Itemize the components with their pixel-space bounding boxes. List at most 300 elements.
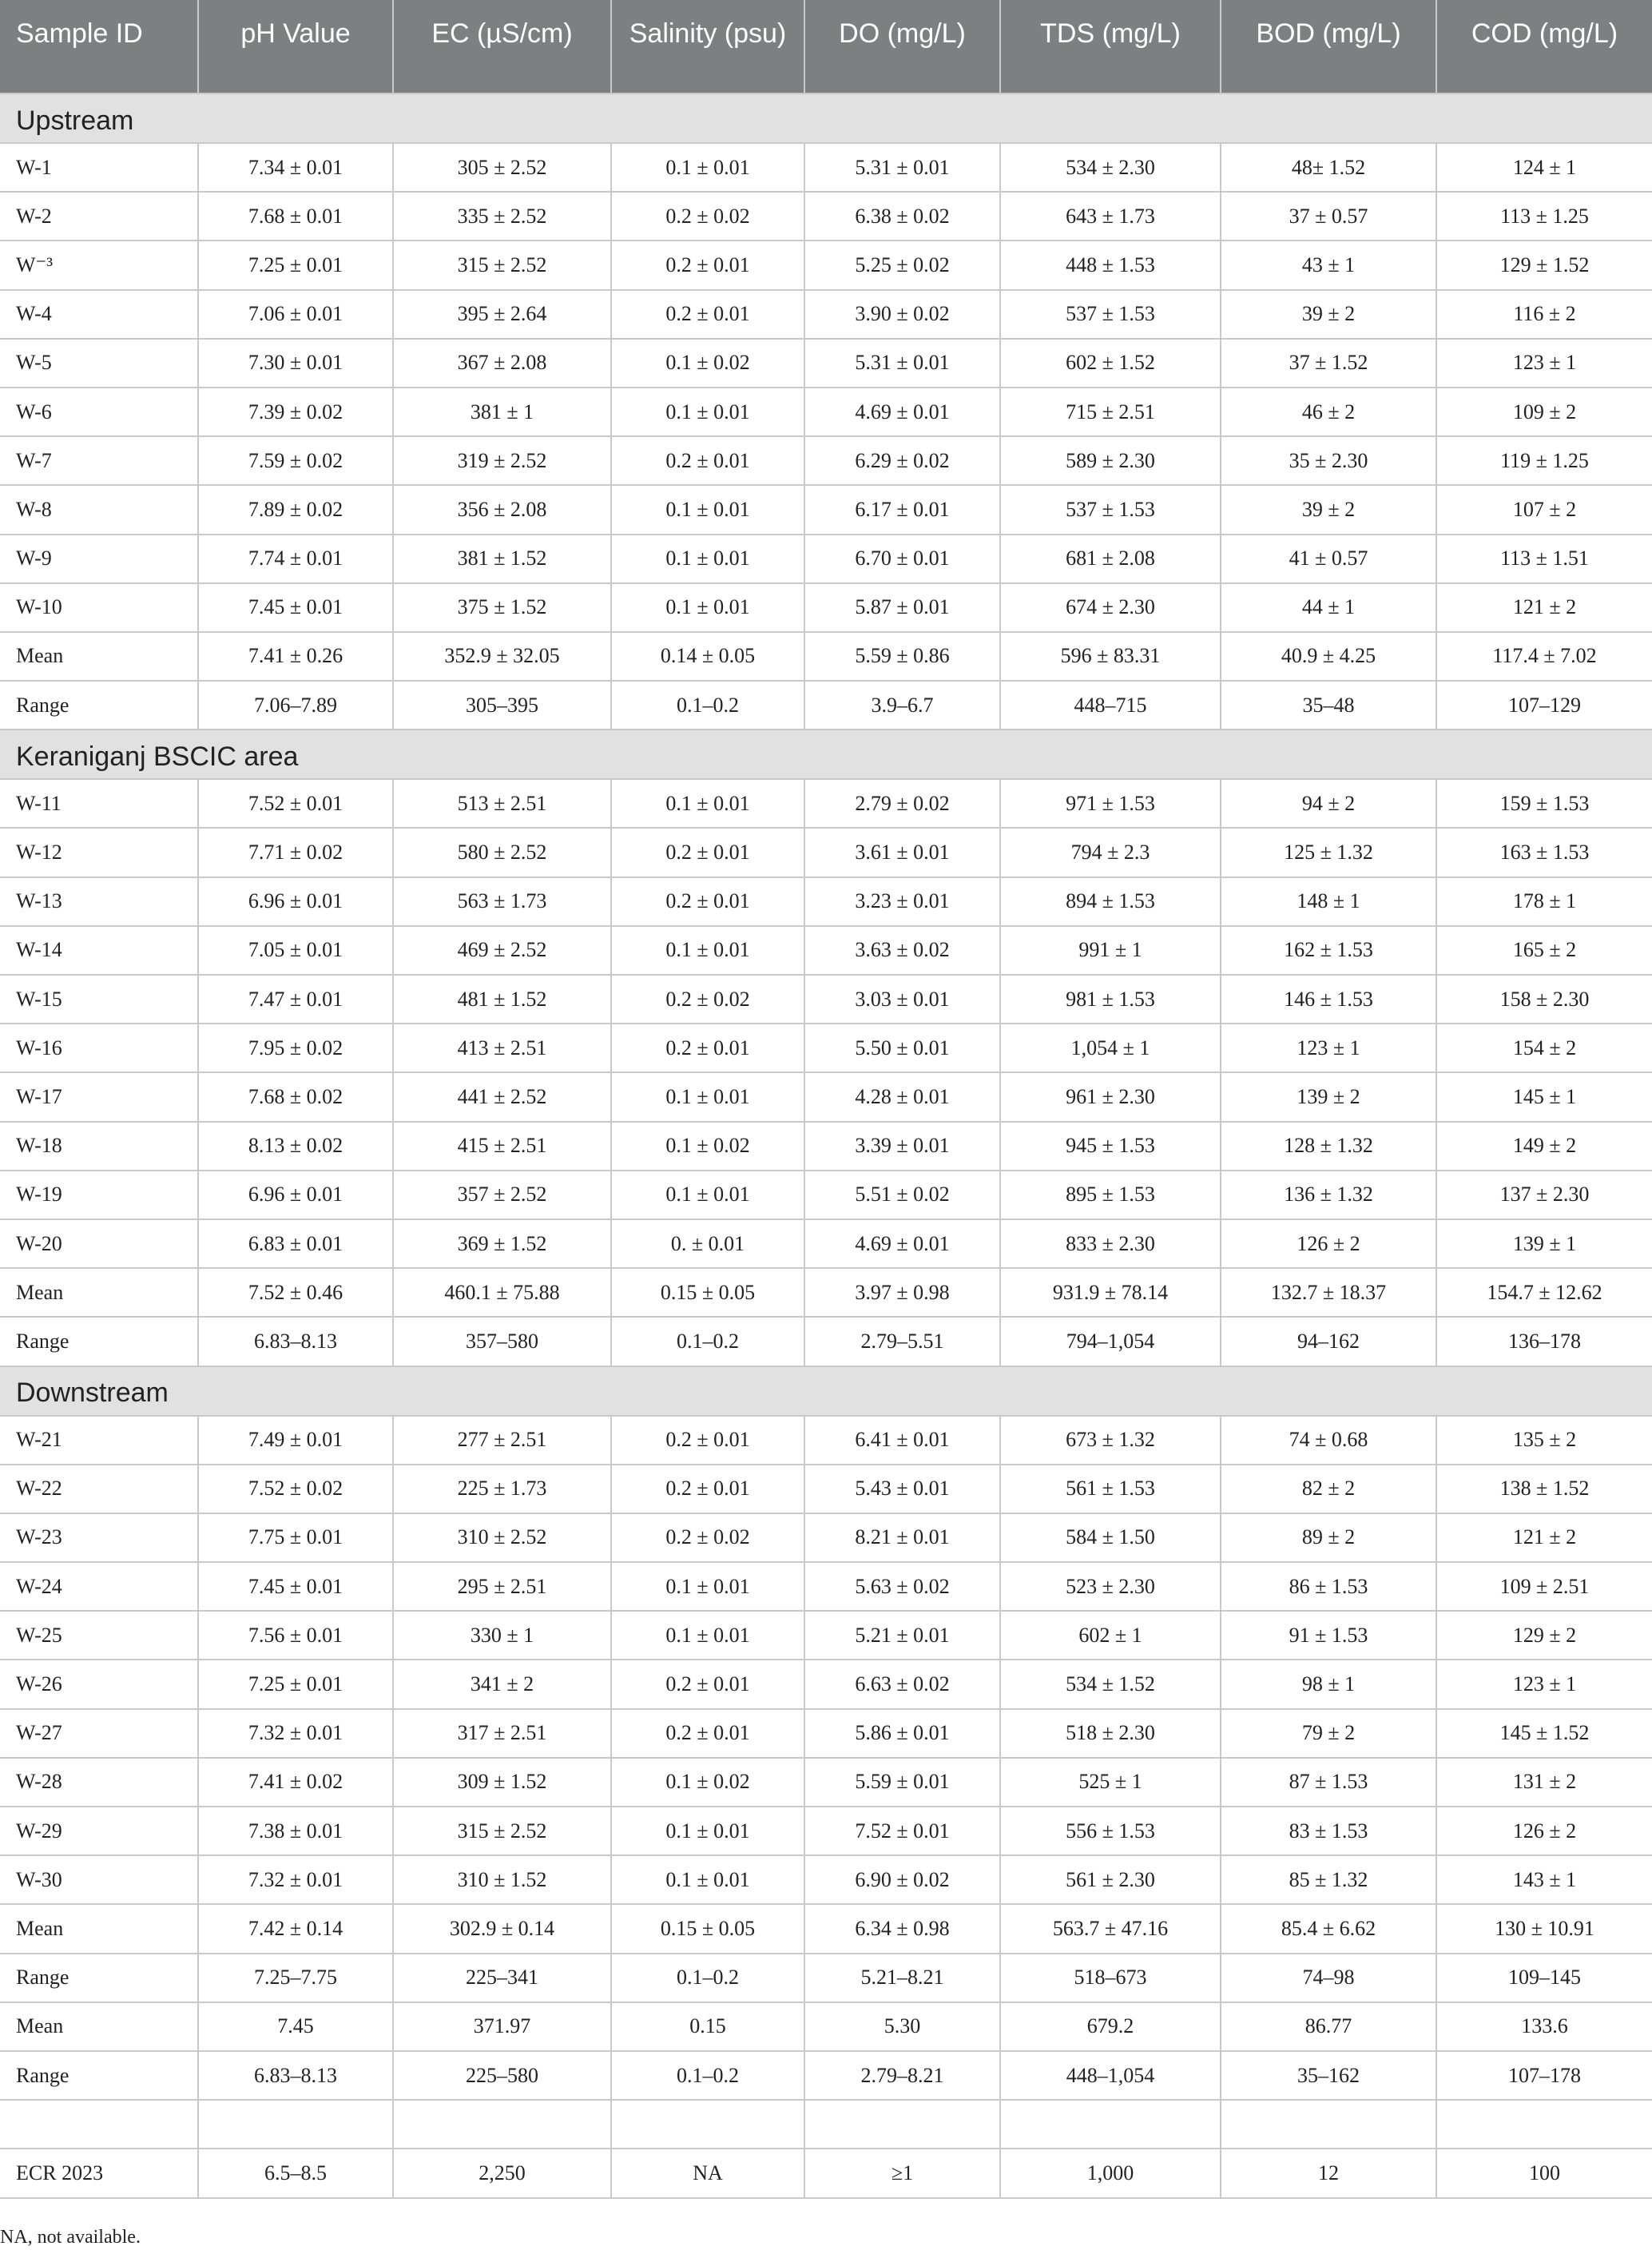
table-cell: 7.74 ± 0.01: [198, 535, 393, 583]
table-cell: 0.2 ± 0.01: [611, 1416, 804, 1465]
table-cell: 6.17 ± 0.01: [804, 485, 1000, 534]
table-cell: 7.06 ± 0.01: [198, 290, 393, 339]
table-cell: 7.52 ± 0.01: [198, 779, 393, 828]
table-cell: 794–1,054: [1000, 1317, 1221, 1366]
table-cell: 86.77: [1221, 2002, 1436, 2051]
table-cell: 367 ± 2.08: [393, 339, 611, 388]
table-cell: 3.03 ± 0.01: [804, 975, 1000, 1024]
table-row: [0, 926, 1652, 975]
table-cell: 295 ± 2.51: [393, 1562, 611, 1611]
table-cell: 375 ± 1.52: [393, 583, 611, 632]
table-cell: 163 ± 1.53: [1436, 828, 1652, 877]
table-cell: 981 ± 1.53: [1000, 975, 1221, 1024]
table-row: [0, 1513, 1652, 1562]
table-cell: 0.1 ± 0.02: [611, 1122, 804, 1171]
table-cell: 525 ± 1: [1000, 1758, 1221, 1807]
table-cell: 148 ± 1: [1221, 877, 1436, 926]
table-cell: [804, 2100, 1000, 2149]
table-cell: 4.69 ± 0.01: [804, 388, 1000, 436]
table-cell: 123 ± 1: [1436, 1660, 1652, 1708]
row-label: W-21: [0, 1416, 198, 1465]
table-cell: 0.2 ± 0.01: [611, 1660, 804, 1708]
row-label: W-16: [0, 1024, 198, 1072]
table-cell: 0.2 ± 0.01: [611, 241, 804, 289]
table-cell: 352.9 ± 32.05: [393, 632, 611, 681]
table-cell: 0.1 ± 0.01: [611, 388, 804, 436]
row-label: W⁻³: [0, 241, 198, 289]
table-cell: 4.69 ± 0.01: [804, 1219, 1000, 1268]
table-cell: 139 ± 2: [1221, 1072, 1436, 1121]
row-label: W-11: [0, 779, 198, 828]
table-row: [0, 1904, 1652, 1953]
row-label: W-18: [0, 1122, 198, 1171]
table-cell: 518–673: [1000, 1954, 1221, 2002]
table-cell: 448–1,054: [1000, 2051, 1221, 2100]
column-header: COD (mg/L): [1436, 0, 1652, 93]
table-cell: 7.32 ± 0.01: [198, 1709, 393, 1758]
table-cell: 1,054 ± 1: [1000, 1024, 1221, 1072]
table-cell: 145 ± 1: [1436, 1072, 1652, 1121]
table-row: [0, 2100, 1652, 2149]
table-row: [0, 828, 1652, 877]
table-cell: 0.1 ± 0.01: [611, 1562, 804, 1611]
table-cell: 3.9–6.7: [804, 681, 1000, 729]
table-cell: 6.70 ± 0.01: [804, 535, 1000, 583]
table-cell: 129 ± 2: [1436, 1611, 1652, 1660]
table-cell: 86 ± 1.53: [1221, 1562, 1436, 1611]
table-row: [0, 2149, 1652, 2197]
table-cell: 74 ± 0.68: [1221, 1416, 1436, 1465]
table-cell: 74–98: [1221, 1954, 1436, 2002]
table-cell: 7.52 ± 0.02: [198, 1465, 393, 1513]
table-row: [0, 583, 1652, 632]
table-cell: 7.68 ± 0.02: [198, 1072, 393, 1121]
table-cell: 302.9 ± 0.14: [393, 1904, 611, 1953]
table-cell: 309 ± 1.52: [393, 1758, 611, 1807]
row-label: W-20: [0, 1219, 198, 1268]
table-cell: 37 ± 1.52: [1221, 339, 1436, 388]
table-cell: 94 ± 2: [1221, 779, 1436, 828]
table-cell: 44 ± 1: [1221, 583, 1436, 632]
table-cell: 991 ± 1: [1000, 926, 1221, 975]
table-cell: 0.2 ± 0.01: [611, 1709, 804, 1758]
table-cell: 7.45 ± 0.01: [198, 1562, 393, 1611]
row-label: W-8: [0, 485, 198, 534]
table-cell: 136 ± 1.32: [1221, 1171, 1436, 1219]
table-cell: 7.06–7.89: [198, 681, 393, 729]
table-cell: 6.83 ± 0.01: [198, 1219, 393, 1268]
table-cell: [1436, 2100, 1652, 2149]
section-row: [0, 729, 1652, 779]
table-cell: 7.42 ± 0.14: [198, 1904, 393, 1953]
table-cell: 159 ± 1.53: [1436, 779, 1652, 828]
row-label: W-19: [0, 1171, 198, 1219]
table-cell: 5.87 ± 0.01: [804, 583, 1000, 632]
section-title: Downstream: [0, 1366, 1652, 1416]
table-cell: 0.2 ± 0.02: [611, 1513, 804, 1562]
row-label: W-5: [0, 339, 198, 388]
table-cell: 7.59 ± 0.02: [198, 436, 393, 485]
table-cell: 109–145: [1436, 1954, 1652, 2002]
table-cell: 794 ± 2.3: [1000, 828, 1221, 877]
table-cell: 317 ± 2.51: [393, 1709, 611, 1758]
table-cell: 128 ± 1.32: [1221, 1122, 1436, 1171]
table-cell: 5.21–8.21: [804, 1954, 1000, 2002]
section-row: [0, 93, 1652, 143]
table-cell: 931.9 ± 78.14: [1000, 1268, 1221, 1317]
table-cell: 7.45 ± 0.01: [198, 583, 393, 632]
table-cell: 132.7 ± 18.37: [1221, 1268, 1436, 1317]
table-cell: 39 ± 2: [1221, 485, 1436, 534]
table-row: [0, 1709, 1652, 1758]
table-cell: 563.7 ± 47.16: [1000, 1904, 1221, 1953]
table-cell: 341 ± 2: [393, 1660, 611, 1708]
table-cell: 0.15 ± 0.05: [611, 1904, 804, 1953]
row-label: W-25: [0, 1611, 198, 1660]
table-row: [0, 1024, 1652, 1072]
table-cell: 5.25 ± 0.02: [804, 241, 1000, 289]
table-cell: 537 ± 1.53: [1000, 290, 1221, 339]
table-row: [0, 1855, 1652, 1904]
table-cell: 83 ± 1.53: [1221, 1807, 1436, 1855]
table-cell: 7.89 ± 0.02: [198, 485, 393, 534]
table-cell: 7.95 ± 0.02: [198, 1024, 393, 1072]
row-label: W-13: [0, 877, 198, 926]
table-cell: 6.96 ± 0.01: [198, 1171, 393, 1219]
table-cell: 319 ± 2.52: [393, 436, 611, 485]
table-cell: 5.50 ± 0.01: [804, 1024, 1000, 1072]
table-cell: 0.1 ± 0.01: [611, 485, 804, 534]
table-cell: 5.21 ± 0.01: [804, 1611, 1000, 1660]
table-cell: 143 ± 1: [1436, 1855, 1652, 1904]
table-cell: 894 ± 1.53: [1000, 877, 1221, 926]
table-cell: 356 ± 2.08: [393, 485, 611, 534]
row-label: W-26: [0, 1660, 198, 1708]
table-header: [0, 0, 1652, 93]
table-row: [0, 2051, 1652, 2100]
table-cell: 0.1 ± 0.01: [611, 583, 804, 632]
table-cell: 681 ± 2.08: [1000, 535, 1221, 583]
table-cell: 469 ± 2.52: [393, 926, 611, 975]
table-cell: 0.1 ± 0.01: [611, 779, 804, 828]
table-cell: 0.14 ± 0.05: [611, 632, 804, 681]
table-cell: 79 ± 2: [1221, 1709, 1436, 1758]
table-row: [0, 1758, 1652, 1807]
table-cell: 6.96 ± 0.01: [198, 877, 393, 926]
table-cell: 0.2 ± 0.02: [611, 975, 804, 1024]
table-cell: [198, 2100, 393, 2149]
table-cell: 121 ± 2: [1436, 1513, 1652, 1562]
row-label: Mean: [0, 1268, 198, 1317]
table-cell: [393, 2100, 611, 2149]
table-cell: 335 ± 2.52: [393, 192, 611, 241]
table-cell: 6.83–8.13: [198, 1317, 393, 1366]
table-row: [0, 143, 1652, 192]
table-cell: 5.31 ± 0.01: [804, 339, 1000, 388]
row-label: Mean: [0, 632, 198, 681]
table-cell: 833 ± 2.30: [1000, 1219, 1221, 1268]
table-row: [0, 192, 1652, 241]
table-cell: 7.49 ± 0.01: [198, 1416, 393, 1465]
table-cell: 116 ± 2: [1436, 290, 1652, 339]
table-cell: 2.79–5.51: [804, 1317, 1000, 1366]
table-cell: 0.1 ± 0.01: [611, 1855, 804, 1904]
table-cell: 315 ± 2.52: [393, 241, 611, 289]
table-cell: 126 ± 2: [1221, 1219, 1436, 1268]
table-cell: 133.6: [1436, 2002, 1652, 2051]
table-cell: 0.15: [611, 2002, 804, 2051]
table-cell: 7.45: [198, 2002, 393, 2051]
table-cell: 43 ± 1: [1221, 241, 1436, 289]
table-cell: 3.23 ± 0.01: [804, 877, 1000, 926]
table-row: [0, 975, 1652, 1024]
table-cell: 441 ± 2.52: [393, 1072, 611, 1121]
table-cell: 7.39 ± 0.02: [198, 388, 393, 436]
table-cell: 139 ± 1: [1436, 1219, 1652, 1268]
table-cell: 0.2 ± 0.01: [611, 436, 804, 485]
table-row: [0, 1562, 1652, 1611]
table-cell: 3.90 ± 0.02: [804, 290, 1000, 339]
table-row: [0, 241, 1652, 289]
table-cell: 523 ± 2.30: [1000, 1562, 1221, 1611]
table-cell: 7.52 ± 0.01: [804, 1807, 1000, 1855]
table-cell: 2,250: [393, 2149, 611, 2197]
table-cell: 5.30: [804, 2002, 1000, 2051]
row-label: Range: [0, 1954, 198, 2002]
table-cell: 357–580: [393, 1317, 611, 1366]
table-cell: 149 ± 2: [1436, 1122, 1652, 1171]
table-row: [0, 681, 1652, 729]
table-cell: 0.1–0.2: [611, 2051, 804, 2100]
table-cell: 137 ± 2.30: [1436, 1171, 1652, 1219]
table-cell: 94–162: [1221, 1317, 1436, 1366]
row-label: W-30: [0, 1855, 198, 1904]
table-cell: 46 ± 2: [1221, 388, 1436, 436]
table-cell: 534 ± 2.30: [1000, 143, 1221, 192]
header-row: [0, 0, 1652, 93]
table-cell: 6.29 ± 0.02: [804, 436, 1000, 485]
table-cell: 561 ± 1.53: [1000, 1465, 1221, 1513]
table-cell: 100: [1436, 2149, 1652, 2197]
table-cell: 8.13 ± 0.02: [198, 1122, 393, 1171]
table-cell: 2.79–8.21: [804, 2051, 1000, 2100]
table-cell: 130 ± 10.91: [1436, 1904, 1652, 1953]
table-row: [0, 290, 1652, 339]
row-label: W-4: [0, 290, 198, 339]
table-row: [0, 1122, 1652, 1171]
section-row: [0, 1366, 1652, 1416]
table-cell: 561 ± 2.30: [1000, 1855, 1221, 1904]
table-cell: 162 ± 1.53: [1221, 926, 1436, 975]
table-cell: 125 ± 1.32: [1221, 828, 1436, 877]
table-cell: 6.41 ± 0.01: [804, 1416, 1000, 1465]
table-cell: 381 ± 1.52: [393, 535, 611, 583]
table-cell: 154.7 ± 12.62: [1436, 1268, 1652, 1317]
row-label: W-29: [0, 1807, 198, 1855]
table-cell: 6.34 ± 0.98: [804, 1904, 1000, 1953]
row-label: W-24: [0, 1562, 198, 1611]
table-cell: 123 ± 1: [1221, 1024, 1436, 1072]
table-cell: 85.4 ± 6.62: [1221, 1904, 1436, 1953]
table-row: [0, 1465, 1652, 1513]
row-label: W-27: [0, 1709, 198, 1758]
row-label: W-2: [0, 192, 198, 241]
table-row: [0, 1611, 1652, 1660]
table-cell: 0.1 ± 0.01: [611, 1611, 804, 1660]
table-cell: 971 ± 1.53: [1000, 779, 1221, 828]
table-cell: 225–341: [393, 1954, 611, 2002]
table-cell: 3.97 ± 0.98: [804, 1268, 1000, 1317]
row-label: W-22: [0, 1465, 198, 1513]
table-cell: 178 ± 1: [1436, 877, 1652, 926]
table-cell: 145 ± 1.52: [1436, 1709, 1652, 1758]
table-cell: 7.41 ± 0.02: [198, 1758, 393, 1807]
table-cell: 679.2: [1000, 2002, 1221, 2051]
row-label: W-1: [0, 143, 198, 192]
table-cell: 513 ± 2.51: [393, 779, 611, 828]
table-cell: 48± 1.52: [1221, 143, 1436, 192]
table-cell: 2.79 ± 0.02: [804, 779, 1000, 828]
table-cell: 41 ± 0.57: [1221, 535, 1436, 583]
table-cell: 0.1 ± 0.01: [611, 143, 804, 192]
table-cell: 0.1 ± 0.01: [611, 1171, 804, 1219]
table-cell: 0.2 ± 0.02: [611, 192, 804, 241]
table-row: [0, 2002, 1652, 2051]
table-row: [0, 485, 1652, 534]
table-footnote: NA, not available.: [0, 2227, 141, 2248]
table-cell: 602 ± 1.52: [1000, 339, 1221, 388]
table-cell: 945 ± 1.53: [1000, 1122, 1221, 1171]
table-cell: 109 ± 2.51: [1436, 1562, 1652, 1611]
table-cell: 107 ± 2: [1436, 485, 1652, 534]
row-label: W-23: [0, 1513, 198, 1562]
row-label: Range: [0, 1317, 198, 1366]
table-cell: 0.2 ± 0.01: [611, 877, 804, 926]
table-cell: 121 ± 2: [1436, 583, 1652, 632]
column-header: pH Value: [198, 0, 393, 93]
table-cell: 0.1 ± 0.02: [611, 339, 804, 388]
table-row: [0, 388, 1652, 436]
table-cell: 8.21 ± 0.01: [804, 1513, 1000, 1562]
table-cell: 35–162: [1221, 2051, 1436, 2100]
row-label: W-17: [0, 1072, 198, 1121]
table-cell: 415 ± 2.51: [393, 1122, 611, 1171]
table-cell: 7.25–7.75: [198, 1954, 393, 2002]
row-label: W-6: [0, 388, 198, 436]
table-cell: 7.25 ± 0.01: [198, 1660, 393, 1708]
table-cell: 357 ± 2.52: [393, 1171, 611, 1219]
row-label: W-15: [0, 975, 198, 1024]
table-cell: 6.38 ± 0.02: [804, 192, 1000, 241]
row-label: ECR 2023: [0, 2149, 198, 2197]
row-label: [0, 2100, 198, 2149]
column-header: EC (µS/cm): [393, 0, 611, 93]
table-cell: 7.75 ± 0.01: [198, 1513, 393, 1562]
table-cell: 0.1 ± 0.01: [611, 1807, 804, 1855]
table-cell: 131 ± 2: [1436, 1758, 1652, 1807]
row-label: W-28: [0, 1758, 198, 1807]
table-cell: 0.2 ± 0.01: [611, 1465, 804, 1513]
table-cell: 277 ± 2.51: [393, 1416, 611, 1465]
table-cell: 961 ± 2.30: [1000, 1072, 1221, 1121]
table-cell: 7.41 ± 0.26: [198, 632, 393, 681]
table-cell: 6.90 ± 0.02: [804, 1855, 1000, 1904]
table-cell: 596 ± 83.31: [1000, 632, 1221, 681]
table-cell: 643 ± 1.73: [1000, 192, 1221, 241]
table-cell: 39 ± 2: [1221, 290, 1436, 339]
table-cell: 119 ± 1.25: [1436, 436, 1652, 485]
table-cell: 1,000: [1000, 2149, 1221, 2197]
table-row: [0, 1660, 1652, 1708]
table-row: [0, 779, 1652, 828]
table-cell: 0.2 ± 0.01: [611, 1024, 804, 1072]
table-cell: 6.63 ± 0.02: [804, 1660, 1000, 1708]
table-cell: 0.1 ± 0.01: [611, 535, 804, 583]
table-cell: 7.68 ± 0.01: [198, 192, 393, 241]
table-cell: 3.61 ± 0.01: [804, 828, 1000, 877]
table-cell: 5.59 ± 0.01: [804, 1758, 1000, 1807]
table-cell: 310 ± 1.52: [393, 1855, 611, 1904]
column-header: BOD (mg/L): [1221, 0, 1436, 93]
table-cell: 371.97: [393, 2002, 611, 2051]
table-cell: [1221, 2100, 1436, 2149]
table-cell: 6.83–8.13: [198, 2051, 393, 2100]
table-cell: 0.1–0.2: [611, 681, 804, 729]
table-cell: 107–178: [1436, 2051, 1652, 2100]
table-row: [0, 339, 1652, 388]
row-label: Mean: [0, 1904, 198, 1953]
table-cell: 12: [1221, 2149, 1436, 2197]
table-body: [0, 93, 1652, 2198]
table-cell: 5.43 ± 0.01: [804, 1465, 1000, 1513]
table-cell: 413 ± 2.51: [393, 1024, 611, 1072]
table-cell: 91 ± 1.53: [1221, 1611, 1436, 1660]
table-cell: 7.05 ± 0.01: [198, 926, 393, 975]
table-row: [0, 1954, 1652, 2002]
table-cell: 126 ± 2: [1436, 1807, 1652, 1855]
table-cell: 481 ± 1.52: [393, 975, 611, 1024]
table-cell: 315 ± 2.52: [393, 1807, 611, 1855]
table-cell: 154 ± 2: [1436, 1024, 1652, 1072]
table-cell: 4.28 ± 0.01: [804, 1072, 1000, 1121]
row-label: Range: [0, 2051, 198, 2100]
table-cell: 5.63 ± 0.02: [804, 1562, 1000, 1611]
row-label: W-7: [0, 436, 198, 485]
table-cell: 0.1–0.2: [611, 1317, 804, 1366]
table-cell: 556 ± 1.53: [1000, 1807, 1221, 1855]
table-cell: 135 ± 2: [1436, 1416, 1652, 1465]
table-cell: 895 ± 1.53: [1000, 1171, 1221, 1219]
table-cell: 7.25 ± 0.01: [198, 241, 393, 289]
table-cell: 0. ± 0.01: [611, 1219, 804, 1268]
table-cell: 448–715: [1000, 681, 1221, 729]
table-cell: 0.1 ± 0.02: [611, 1758, 804, 1807]
table-cell: 305 ± 2.52: [393, 143, 611, 192]
table-cell: 0.1–0.2: [611, 1954, 804, 2002]
row-label: Mean: [0, 2002, 198, 2051]
table-cell: 563 ± 1.73: [393, 877, 611, 926]
column-header: TDS (mg/L): [1000, 0, 1221, 93]
table-cell: 518 ± 2.30: [1000, 1709, 1221, 1758]
table-cell: 98 ± 1: [1221, 1660, 1436, 1708]
table-cell: 0.15 ± 0.05: [611, 1268, 804, 1317]
table-cell: 381 ± 1: [393, 388, 611, 436]
table-cell: 136–178: [1436, 1317, 1652, 1366]
table-cell: 674 ± 2.30: [1000, 583, 1221, 632]
table-row: [0, 877, 1652, 926]
table-cell: 460.1 ± 75.88: [393, 1268, 611, 1317]
table-cell: 37 ± 0.57: [1221, 192, 1436, 241]
